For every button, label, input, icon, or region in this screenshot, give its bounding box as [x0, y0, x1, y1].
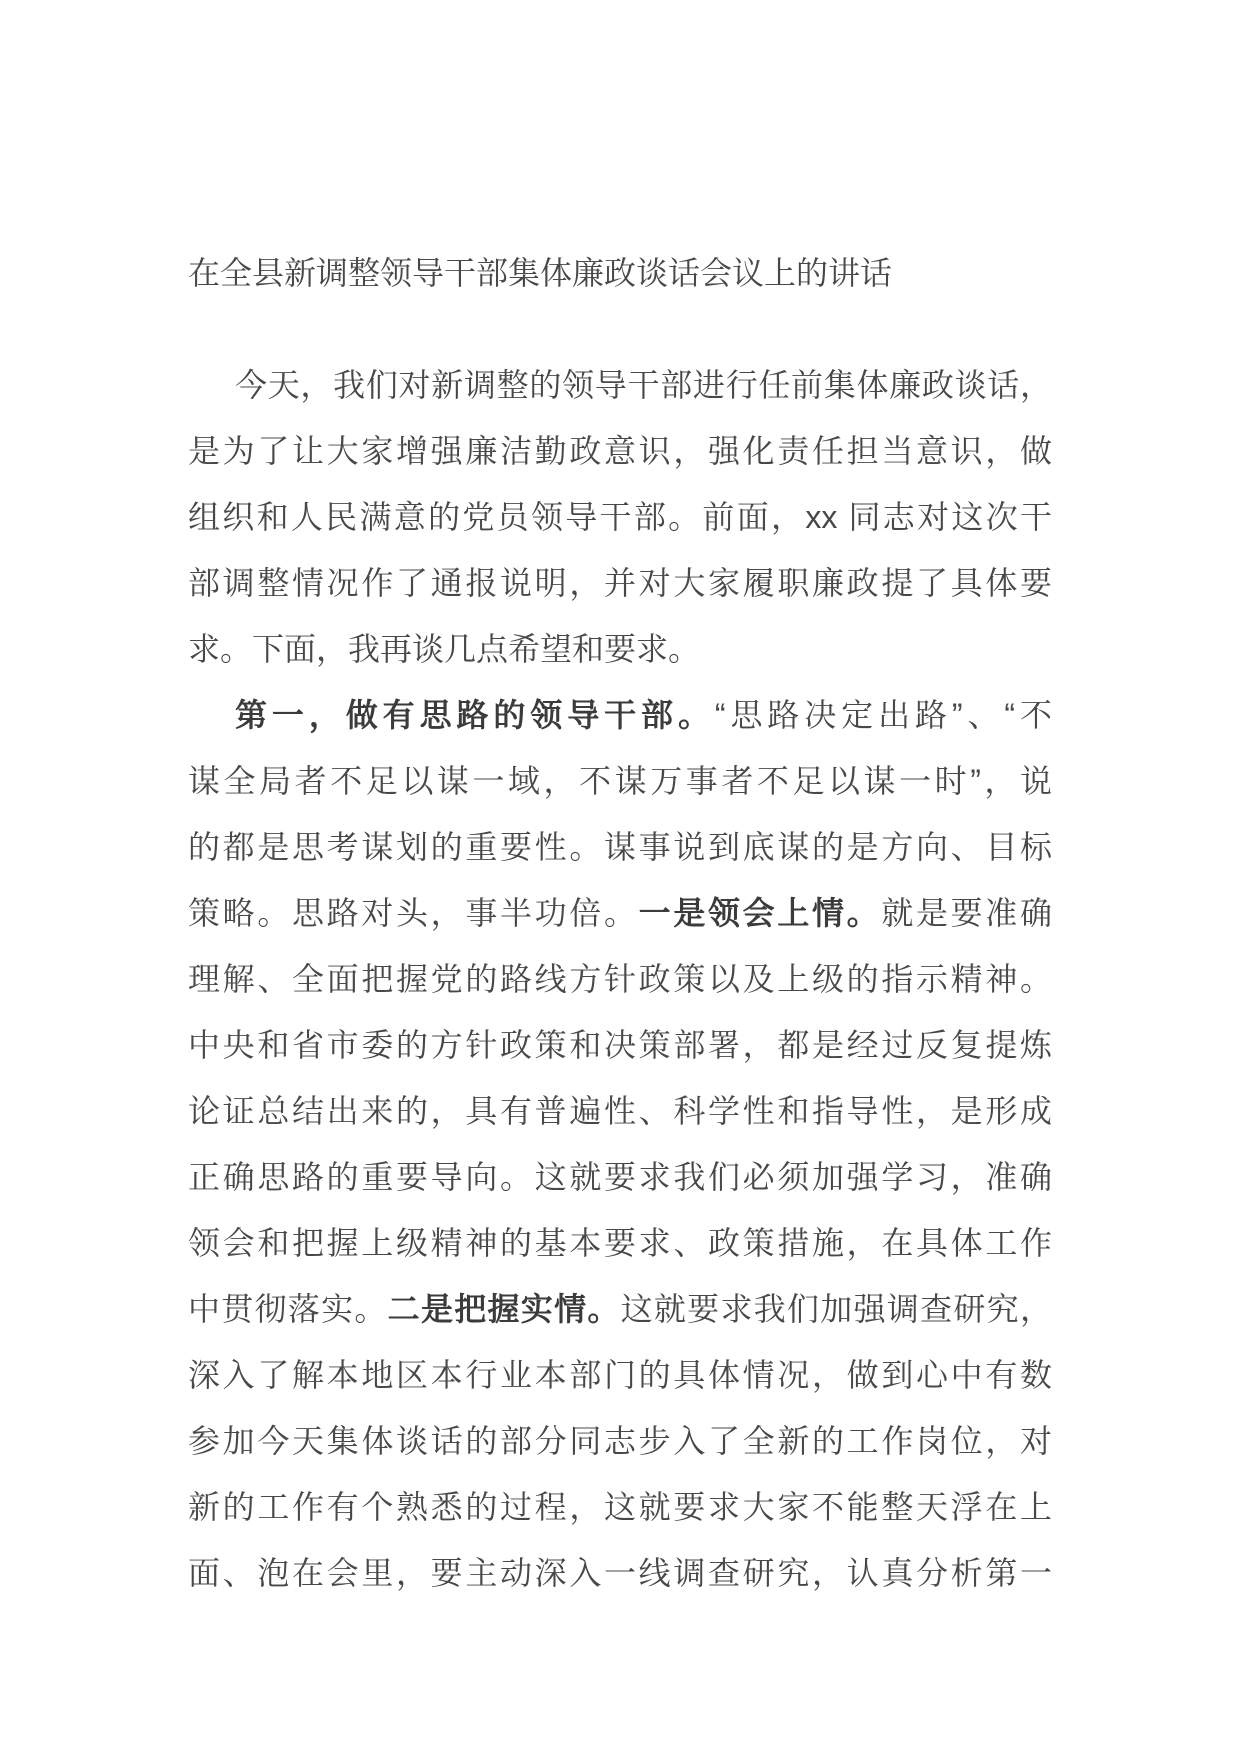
text-line: [188, 1474, 1052, 1540]
text-run: 就是要准确: [881, 895, 1052, 931]
text-run: 面、泡在会里，要主动深入一线调查研究，认真分析第一: [188, 1555, 1052, 1591]
text-line: [188, 682, 1052, 748]
text-run: 这就要求我们加强调查研究，: [620, 1291, 1052, 1327]
text-line: [188, 814, 1052, 880]
text-line: [188, 352, 1052, 418]
bold-text-run: 一是领会上情。: [638, 895, 882, 931]
text-line: [188, 1408, 1052, 1474]
text-run: 正确思路的重要导向。这就要求我们必须加强学习，准确: [188, 1159, 1052, 1195]
text-run: 的都是思考谋划的重要性。谋事说到底谋的是方向、目标: [188, 829, 1052, 865]
text-line: [188, 1342, 1052, 1408]
text-line: [188, 1078, 1052, 1144]
text-run: 今天，我们对新调整的领导干部进行任前集体廉政谈话，: [235, 367, 1052, 403]
text-line: [188, 1540, 1052, 1606]
text-run: 部调整情况作了通报说明，并对大家履职廉政提了具体要: [188, 565, 1052, 601]
text-line: [188, 1210, 1052, 1276]
text-run: 参加今天集体谈话的部分同志步入了全新的工作岗位，对: [188, 1423, 1052, 1459]
text-run: 中央和省市委的方针政策和决策部署，都是经过反复提炼: [188, 1027, 1052, 1063]
document-title: 在全县新调整领导干部集体廉政谈话会议上的讲话: [188, 255, 893, 291]
text-run: 求。下面，我再谈几点希望和要求。: [188, 631, 701, 667]
text-line: [188, 748, 1052, 814]
text-line: [188, 1144, 1052, 1210]
text-run: 论证总结出来的，具有普遍性、科学性和指导性，是形成: [188, 1093, 1052, 1129]
text-run: 新的工作有个熟悉的过程，这就要求大家不能整天浮在上: [188, 1489, 1052, 1525]
text-line: [188, 1276, 1052, 1342]
text-line: [188, 946, 1052, 1012]
text-run: 策略。思路对头，事半功倍。: [188, 895, 639, 931]
text-line: [188, 1012, 1052, 1078]
paragraph: [188, 352, 1052, 682]
bold-text-run: 二是把握实情。: [387, 1291, 621, 1327]
text-run: 理解、全面把握党的路线方针政策以及上级的指示精神。: [188, 961, 1052, 997]
text-line: [188, 616, 1052, 682]
paragraphs-container: [188, 352, 1052, 1606]
text-line: [188, 418, 1052, 484]
bold-text-run: 第一，做有思路的领导干部。: [235, 697, 715, 733]
text-run: 领会和把握上级精神的基本要求、政策措施，在具体工作: [188, 1225, 1052, 1261]
text-line: [188, 880, 1052, 946]
text-run: 谋全局者不足以谋一域，不谋万事者不足以谋一时”，说: [188, 763, 1052, 799]
text-run: 深入了解本地区本行业本部门的具体情况，做到心中有数: [188, 1357, 1052, 1393]
text-line: [188, 550, 1052, 616]
text-run: “思路决定出路”、“不: [714, 697, 1052, 733]
text-run: 组织和人民满意的党员领导干部。前面，xx 同志对这次干: [188, 499, 1052, 535]
text-run: 中贯彻落实。: [188, 1291, 388, 1327]
text-run: 是为了让大家增强廉洁勤政意识，强化责任担当意识，做: [188, 433, 1052, 469]
document-body: [188, 240, 1052, 1606]
paragraph: [188, 682, 1052, 1606]
text-line: [188, 484, 1052, 550]
